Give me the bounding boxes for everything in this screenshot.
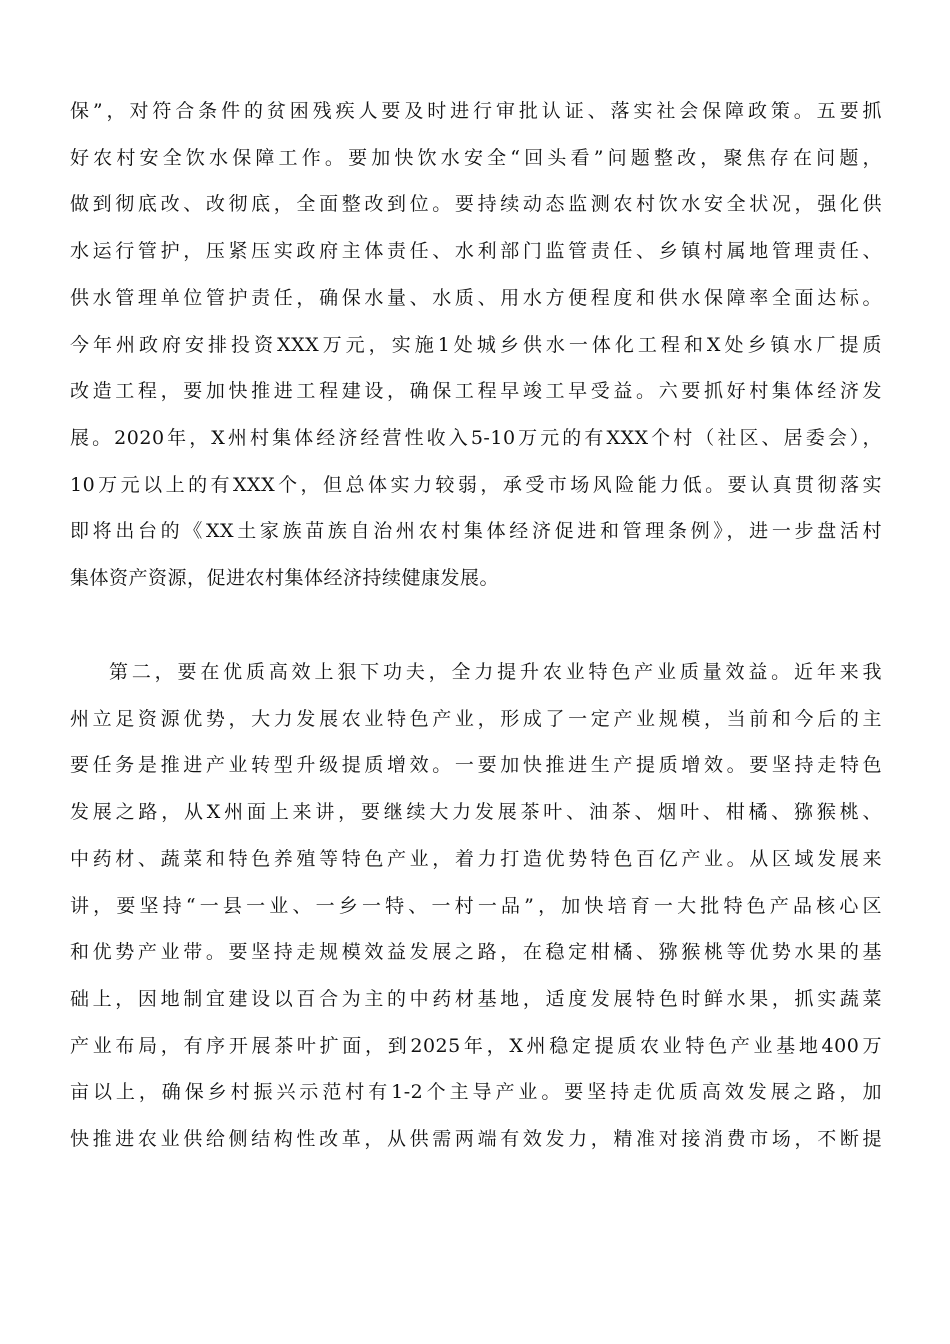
text-line: 发展之路，从X州面上来讲，要继续大力发展茶叶、油茶、烟叶、柑橘、猕猴桃、	[70, 801, 882, 824]
text-line: 和优势产业带。要坚持走规模效益发展之路，在稳定柑橘、猕猴桃等优势水果的基	[70, 941, 882, 964]
text-line: 即将出台的《XX土家族苗族自治州农村集体经济促进和管理条例》，进一步盘活村	[70, 520, 882, 543]
text-line: 做到彻底改、改彻底，全面整改到位。要持续动态监测农村饮水安全状况，强化供	[70, 193, 882, 216]
text-line: 集体资产资源，促进农村集体经济持续健康发展。	[70, 567, 500, 589]
text-line: 础上，因地制宜建设以百合为主的中药材基地，适度发展特色时鲜水果，抓实蔬菜	[70, 987, 882, 1010]
text-line: 讲，要坚持“一县一业、一乡一特、一村一品”，加快培育一大批特色产品核心区	[70, 894, 882, 917]
text-line: 今年州政府安排投资XXX万元，实施1处城乡供水一体化工程和X处乡镇水厂提质	[70, 333, 882, 356]
text-line: 亩以上，确保乡村振兴示范村有1-2个主导产业。要坚持走优质高效发展之路，加	[70, 1081, 882, 1104]
text-line: 中药材、蔬菜和特色养殖等特色产业，着力打造优势特色百亿产业。从区域发展来	[70, 847, 882, 870]
text-line: 10万元以上的有XXX个，但总体实力较弱，承受市场风险能力低。要认真贯彻落实	[70, 473, 882, 496]
text-line: 产业布局，有序开展茶叶扩面，到2025年，X州稳定提质农业特色产业基地400万	[70, 1034, 882, 1057]
text-line: 第二，要在优质高效上狠下功夫，全力提升农业特色产业质量效益。近年来我	[109, 661, 882, 683]
text-line: 展。2020年，X州村集体经济经营性收入5-10万元的有XXX个村（社区、居委会），	[70, 426, 882, 449]
text-line: 保”，对符合条件的贫困残疾人要及时进行审批认证、落实社会保障政策。五要抓	[70, 100, 882, 122]
text-line: 快推进农业供给侧结构性改革，从供需两端有效发力，精准对接消费市场，不断提	[70, 1128, 882, 1150]
text-line: 要任务是推进产业转型升级提质增效。一要加快推进生产提质增效。要坚持走特色	[70, 754, 882, 777]
text-line: 改造工程，要加快推进工程建设，确保工程早竣工早受益。六要抓好村集体经济发	[70, 380, 882, 403]
text-line: 州立足资源优势，大力发展农业特色产业，形成了一定产业规模，当前和今后的主	[70, 707, 882, 730]
text-line: 供水管理单位管护责任，确保水量、水质、用水方便程度和供水保障率全面达标。	[70, 286, 882, 309]
text-line: 水运行管护，压紧压实政府主体责任、水利部门监管责任、乡镇村属地管理责任、	[70, 240, 882, 263]
text-line: 好农村安全饮水保障工作。要加快饮水安全“回头看”问题整改，聚焦存在问题，	[70, 146, 882, 169]
